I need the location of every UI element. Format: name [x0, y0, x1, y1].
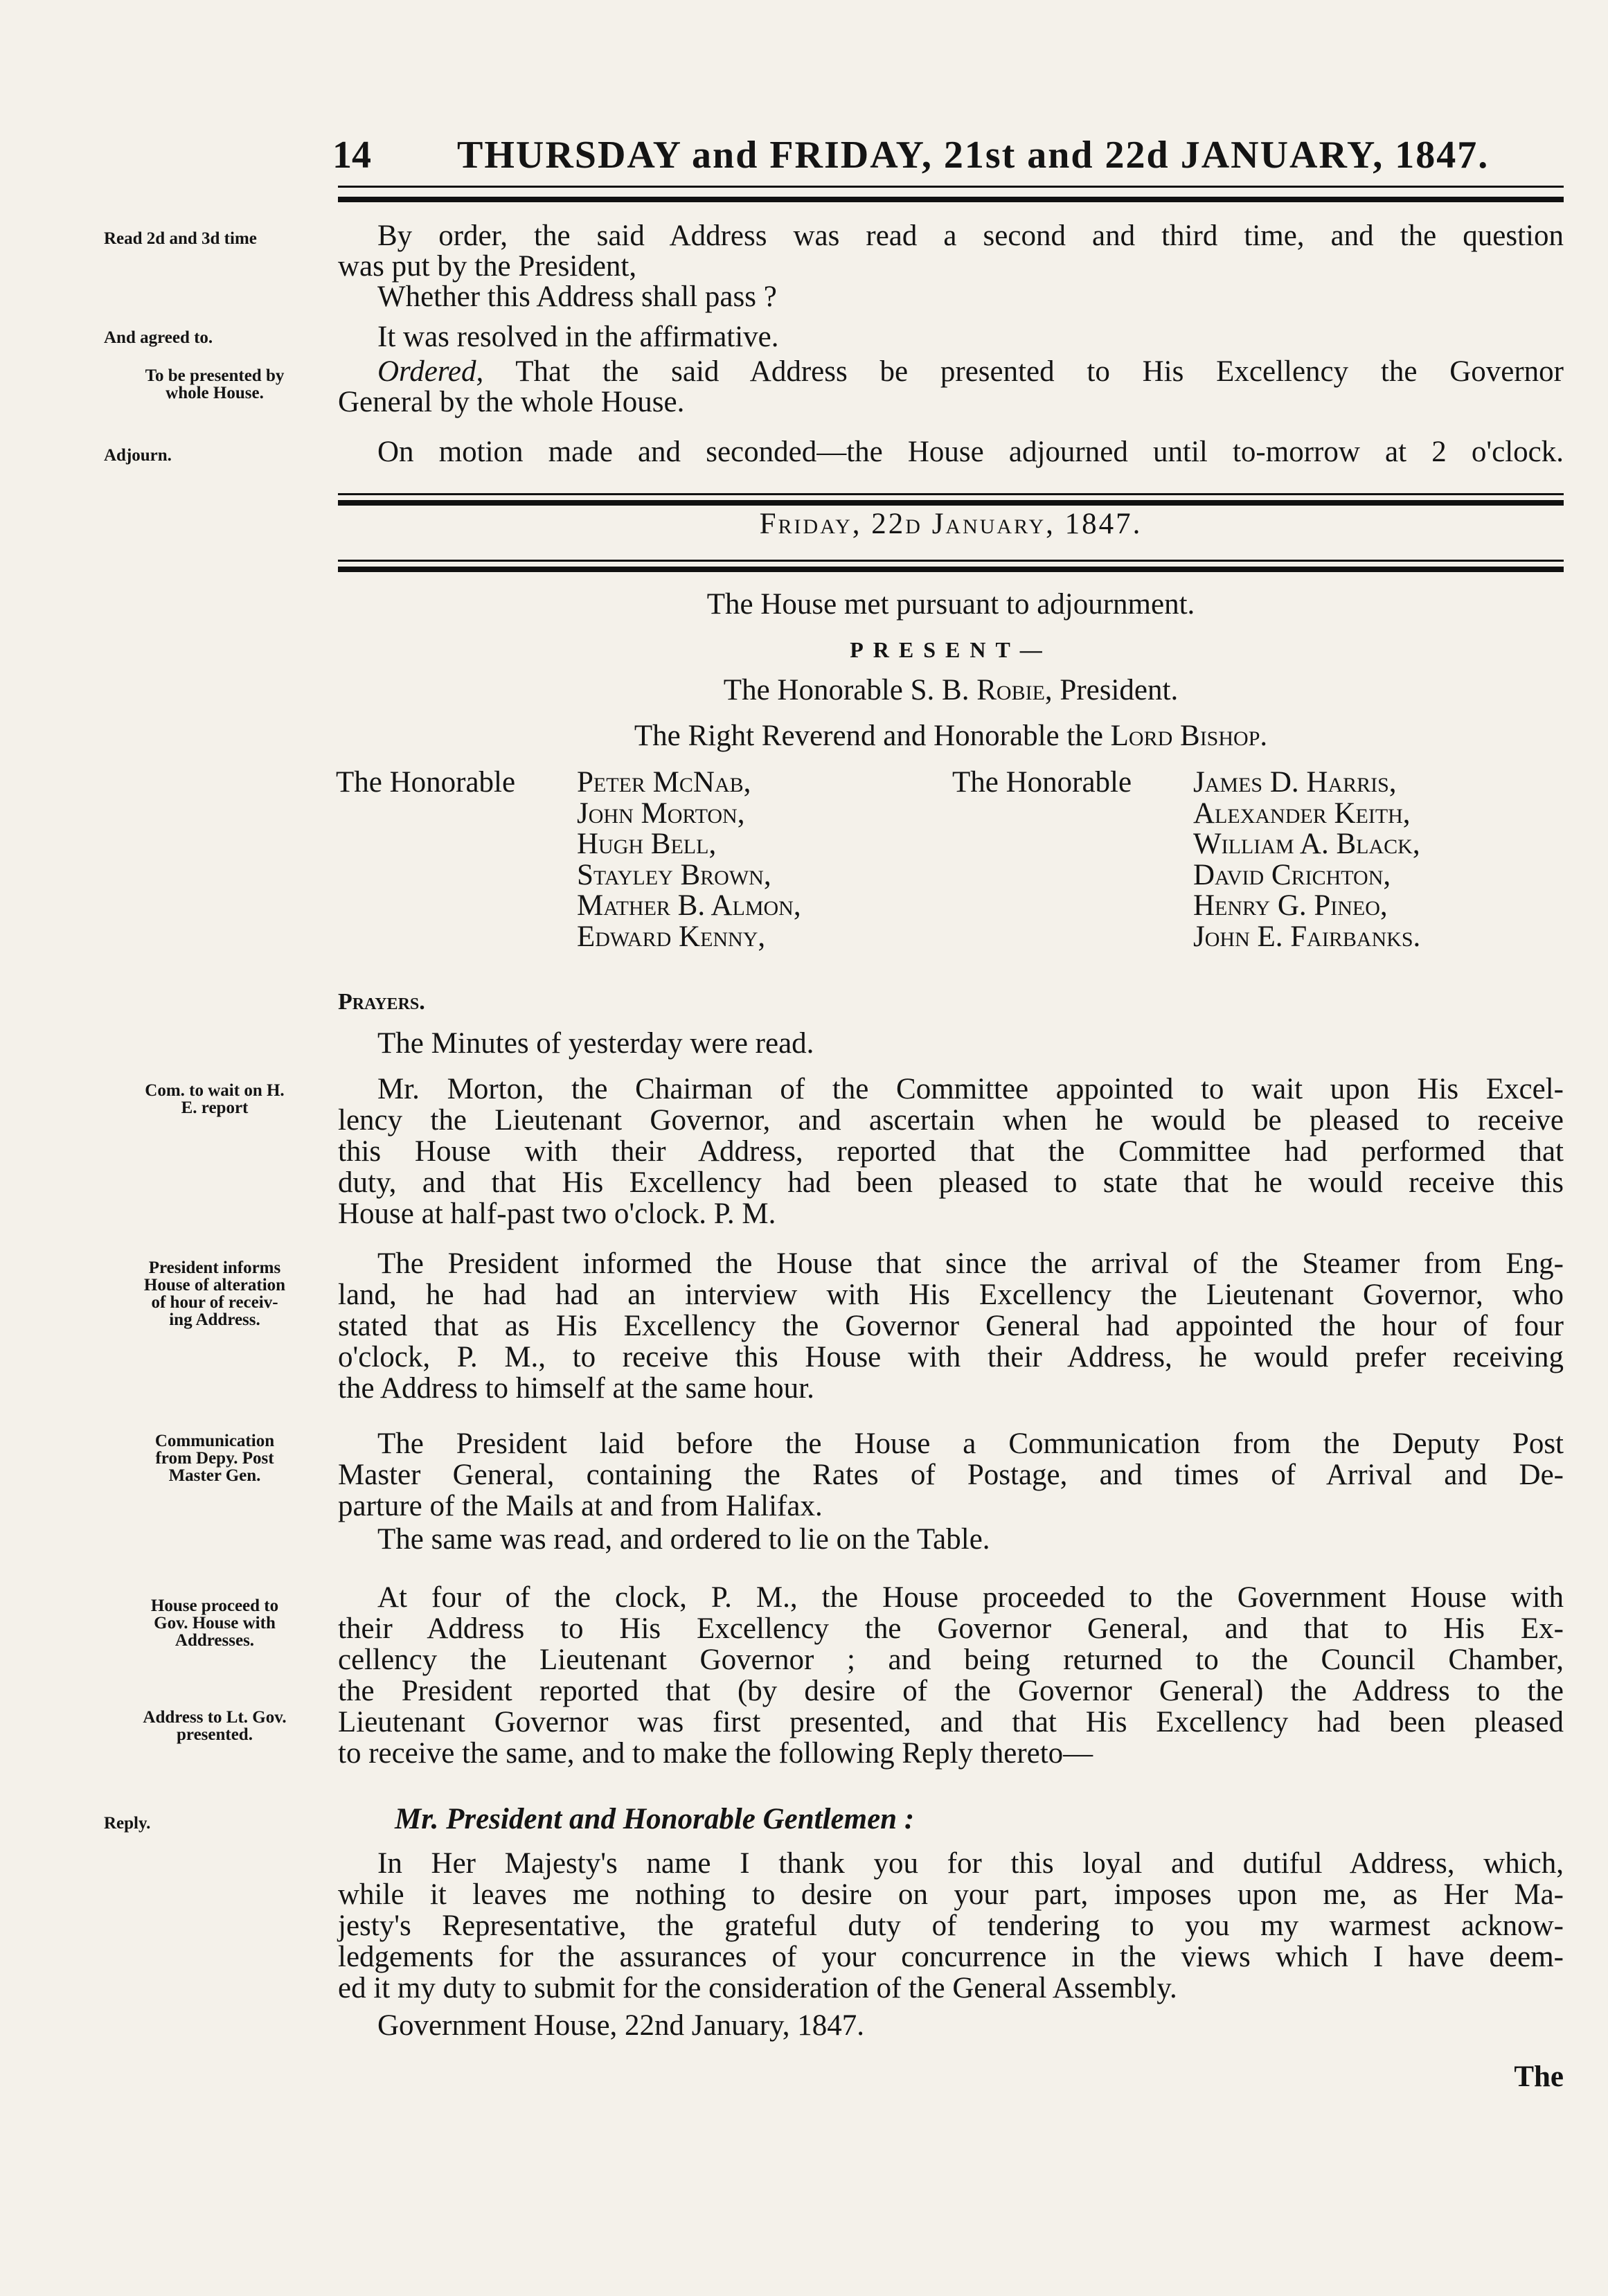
text-line: the President reported that (by desire of the Governor General) the Address to the [338, 1675, 1564, 1707]
text-line: lency the Lieutenant Governor, and ascertain when he would be pleased to receive [338, 1104, 1564, 1137]
honorable-label: The Honorable [952, 766, 1132, 799]
text-line: House at half-past two o'clock. P. M. [338, 1198, 776, 1230]
member-name: James D. Harris, [1193, 766, 1397, 799]
president-pre: The Honorable S. B. [723, 674, 977, 706]
bishop-line [338, 720, 1564, 751]
reply-line: ed it my duty to submit for the consideration of the General Assembly. [338, 1972, 1177, 2004]
text-line: cellency the Lieutenant Governor ; and being returned to the Council Chamber, [338, 1644, 1564, 1676]
member-name: John Morton, [577, 797, 745, 830]
member-name: Alexander Keith, [1193, 797, 1411, 830]
reply-line: In Her Majesty's name I thank you for this loyal and dutiful Address, which, [377, 1847, 1564, 1880]
header-rule-thick [338, 197, 1564, 202]
text-line: stated that as His Excellency the Governor General had appointed the hour of four [338, 1310, 1564, 1342]
members-left-list [577, 767, 801, 952]
text-line: By order, the said Address was read a second and third time, and the question [377, 220, 1564, 252]
member-name: John E. Fairbanks. [1193, 920, 1421, 953]
text-line: the Address to himself at the same hour. [338, 1372, 814, 1405]
text-line: their Address to His Excellency the Governor General, and that to His Ex- [338, 1612, 1564, 1645]
text-line: The President laid before the House a Communication from the Deputy Post [377, 1427, 1564, 1460]
member-name: David Crichton, [1193, 858, 1391, 891]
president-post: , President. [1044, 674, 1179, 706]
ordered-text: That the said Address be presented to His Excellency the Governor [483, 355, 1564, 388]
house-met: The House met pursuant to adjournment. [706, 588, 1195, 621]
page-number: 14 [332, 134, 371, 177]
heading-rule-thin [338, 560, 1564, 562]
margin-note-adjourn: Adjourn. [104, 446, 172, 465]
margin-note-read: Read 2d and 3d time [104, 229, 257, 248]
margin-note-agreed: And agreed to. [104, 328, 213, 347]
member-name: Stayley Brown, [577, 858, 771, 891]
bishop-post: . [1260, 720, 1268, 752]
reply-line: ledgements for the assurances of your concurrence in the views which I have deem- [338, 1941, 1564, 1973]
reply-line: jesty's Representative, the grateful duty of tendering to you my warmest acknow- [338, 1910, 1564, 1942]
text-line: parture of the Mails at and from Halifax. [338, 1490, 823, 1522]
present-heading: PRESENT— [850, 637, 1052, 662]
heading-rule-thick [338, 567, 1564, 572]
bishop-name: Lord Bishop [1110, 720, 1260, 752]
prayers-heading: Prayers. [338, 989, 425, 1015]
ordered-word: Ordered, [377, 355, 484, 388]
member-name: Peter McNab, [577, 766, 751, 799]
member-name: Edward Kenny, [577, 920, 766, 953]
section-rule-thick [338, 500, 1564, 506]
margin-note-presented: To be presented by whole House. [145, 366, 285, 402]
page-header [332, 133, 1579, 181]
reply-line: while it leaves me nothing to desire on your part, imposes upon me, as Her Ma- [338, 1878, 1564, 1911]
margin-note-president-informs: President informs House of alteration of hour of receiv- ing Address. [143, 1258, 286, 1329]
text-line: Lieutenant Governor was first presented, and that His Excellency had been pleased [338, 1706, 1564, 1738]
members-right-list [1193, 767, 1420, 952]
text-line: The same was read, and ordered to lie on the Table. [377, 1523, 990, 1556]
section-rule-thin [338, 493, 1564, 495]
member-name: William A. Black, [1193, 828, 1420, 860]
margin-note-reply: Reply. [104, 1814, 151, 1833]
text-line: At four of the clock, P. M., the House proceeded to the Government House with [377, 1581, 1564, 1614]
margin-note-committee: Com. to wait on H. E. report [145, 1081, 285, 1117]
catchword: The [1514, 2061, 1564, 2093]
members-right-column [952, 767, 1562, 954]
text-line-ordered [377, 356, 1564, 387]
text-line: o'clock, P. M., to receive this House with their Address, he would prefer receiving [338, 1341, 1564, 1373]
president-line [338, 675, 1564, 706]
friday-heading: Friday, 22d January, 1847. [759, 508, 1143, 540]
text-line: Whether this Address shall pass ? [377, 281, 777, 313]
text-line: General by the whole House. [338, 386, 685, 418]
president-name: Robie [976, 674, 1045, 706]
member-name: Hugh Bell, [577, 828, 717, 860]
text-line: this House with their Address, reported that the Committee had performed that [338, 1135, 1564, 1168]
honorable-label: The Honorable [336, 766, 516, 799]
minutes-read: The Minutes of yesterday were read. [377, 1027, 814, 1060]
reply-signature: Government House, 22nd January, 1847. [377, 2009, 864, 2042]
text-line: Master General, containing the Rates of Postage, and times of Arrival and De- [338, 1459, 1564, 1491]
header-rule-thin [338, 186, 1564, 188]
running-title: THURSDAY and FRIDAY, 21st and 22d JANUARY, 1847. [457, 134, 1490, 177]
members-left-column [336, 767, 904, 954]
bishop-pre: The Right Reverend and Honorable the [634, 720, 1111, 752]
text-line: The President informed the House that since the arrival of the Steamer from Eng- [377, 1247, 1564, 1280]
reply-salutation: Mr. President and Honorable Gentlemen : [395, 1803, 915, 1835]
text-line: Mr. Morton, the Chairman of the Committee appointed to wait upon His Excel- [377, 1073, 1564, 1105]
text-line: duty, and that His Excellency had been pleased to state that he would receive this [338, 1166, 1564, 1199]
text-line: land, he had had an interview with His Excellency the Lieutenant Governor, who [338, 1279, 1564, 1311]
text-line: to receive the same, and to make the following Reply thereto— [338, 1737, 1093, 1770]
member-name: Mather B. Almon, [577, 889, 801, 922]
margin-note-house-proceed: House proceed to Gov. House with Addresses. [150, 1596, 279, 1650]
member-name: Henry G. Pineo, [1193, 889, 1388, 922]
text-line-adjourn: On motion made and seconded—the House adjourned until to-morrow at 2 o'clock. [377, 436, 1564, 468]
margin-note-address-lt-gov: Address to Lt. Gov. presented. [143, 1708, 287, 1744]
text-line: It was resolved in the affirmative. [377, 321, 779, 353]
margin-note-communication: Communication from Depy. Post Master Gen. [154, 1432, 275, 1485]
text-line: was put by the President, [338, 250, 637, 283]
